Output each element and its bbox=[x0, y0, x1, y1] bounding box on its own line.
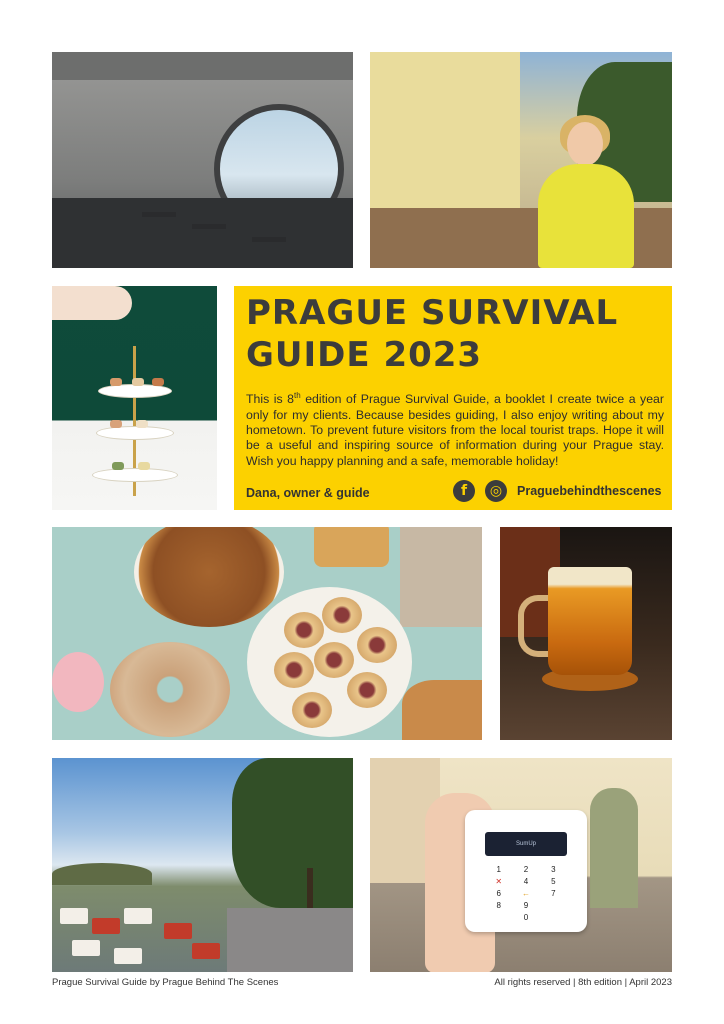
buns-basket bbox=[402, 680, 482, 740]
market-tent bbox=[124, 908, 152, 924]
key bbox=[485, 913, 512, 922]
key: 1 bbox=[496, 865, 501, 874]
market-tent bbox=[164, 923, 192, 939]
cake bbox=[136, 420, 148, 428]
facebook-icon[interactable]: f bbox=[453, 480, 475, 502]
page-title bbox=[246, 292, 666, 376]
footer-rights: All rights reserved | 8th edition | April 2023 bbox=[494, 977, 672, 988]
key: 0 bbox=[523, 913, 529, 922]
key: 8 bbox=[496, 901, 501, 910]
key: 5 bbox=[551, 877, 556, 886]
pecan-tart bbox=[134, 527, 284, 627]
ceiling-beam bbox=[52, 52, 353, 80]
key-back: ← bbox=[521, 889, 530, 898]
terminal-screen: SumUp bbox=[485, 832, 567, 856]
kolac bbox=[322, 597, 362, 633]
kolac bbox=[357, 627, 397, 663]
tree bbox=[232, 758, 353, 908]
card-terminal bbox=[465, 810, 587, 932]
photo-beer bbox=[500, 527, 672, 740]
key: 7 bbox=[551, 889, 556, 898]
wooden-board bbox=[400, 527, 482, 627]
key: 4 bbox=[523, 877, 529, 886]
hand bbox=[52, 286, 132, 320]
signature: Dana, owner & guide bbox=[246, 486, 370, 500]
kolac bbox=[314, 642, 354, 678]
instagram-icon[interactable]: ◎ bbox=[485, 480, 507, 502]
social-links bbox=[453, 480, 662, 502]
kolac bbox=[292, 692, 332, 728]
key: 2 bbox=[523, 865, 529, 874]
beer-mug bbox=[548, 567, 632, 675]
market-tent bbox=[114, 948, 142, 964]
bread-slices bbox=[314, 527, 389, 567]
photo-cafe-round-window bbox=[52, 52, 353, 268]
key: 3 bbox=[551, 865, 556, 874]
photo-tea-stand bbox=[52, 286, 217, 510]
cake bbox=[132, 378, 144, 386]
roses bbox=[52, 652, 104, 712]
market-tent bbox=[60, 908, 88, 924]
embankment-walk bbox=[227, 908, 353, 972]
green-door bbox=[590, 788, 638, 908]
cafe-table bbox=[142, 212, 176, 217]
kolac bbox=[347, 672, 387, 708]
cafe-table bbox=[252, 237, 286, 242]
ordinal-suffix: th bbox=[294, 391, 301, 400]
intro-text-rest: edition of Prague Survival Guide, a booklet I create twice a year only for my clients. Because besides guiding, I also enjoy writing about my hometown. To prevent future visitors from the local tourist traps. Hope it will be a useful and inspiring source of information during your Prague stay. Wish you happy planning and a safe, memorable holiday! bbox=[246, 392, 664, 468]
plate bbox=[96, 426, 174, 440]
cake bbox=[152, 378, 164, 386]
market-tent bbox=[72, 940, 100, 956]
market-tent bbox=[192, 943, 220, 959]
cake bbox=[138, 462, 150, 470]
photo-card-terminal bbox=[370, 758, 672, 972]
cake bbox=[110, 378, 122, 386]
intro-panel bbox=[234, 286, 672, 510]
market-tent bbox=[92, 918, 120, 934]
photo-pastries bbox=[52, 527, 482, 740]
cake bbox=[110, 420, 122, 428]
title-line-1: PRAGUE SURVIVAL bbox=[246, 293, 619, 333]
castle-hill bbox=[52, 863, 152, 885]
yellow-coat bbox=[538, 164, 634, 268]
key: 9 bbox=[523, 901, 529, 910]
bundt-cake bbox=[110, 642, 230, 737]
cafe-floor bbox=[52, 198, 353, 268]
key bbox=[540, 901, 567, 910]
plate bbox=[92, 468, 178, 482]
key bbox=[540, 913, 567, 922]
building bbox=[370, 52, 520, 222]
footer-credit: Prague Survival Guide by Prague Behind The Scenes bbox=[52, 977, 279, 988]
key: 6 bbox=[496, 889, 501, 898]
kolac bbox=[274, 652, 314, 688]
cake bbox=[112, 462, 124, 470]
social-handle: Praguebehindthescenes bbox=[517, 484, 662, 498]
intro-text-start: This is 8 bbox=[246, 392, 295, 407]
plate bbox=[98, 384, 172, 398]
photo-riverside-market bbox=[52, 758, 353, 972]
intro-text bbox=[246, 388, 664, 469]
key-cancel: ✕ bbox=[495, 877, 503, 886]
terminal-keypad bbox=[485, 865, 567, 925]
photo-street-guide bbox=[370, 52, 672, 268]
title-line-2: GUIDE 2023 bbox=[246, 335, 483, 375]
face bbox=[567, 122, 603, 166]
cafe-table bbox=[192, 224, 226, 229]
kolac bbox=[284, 612, 324, 648]
